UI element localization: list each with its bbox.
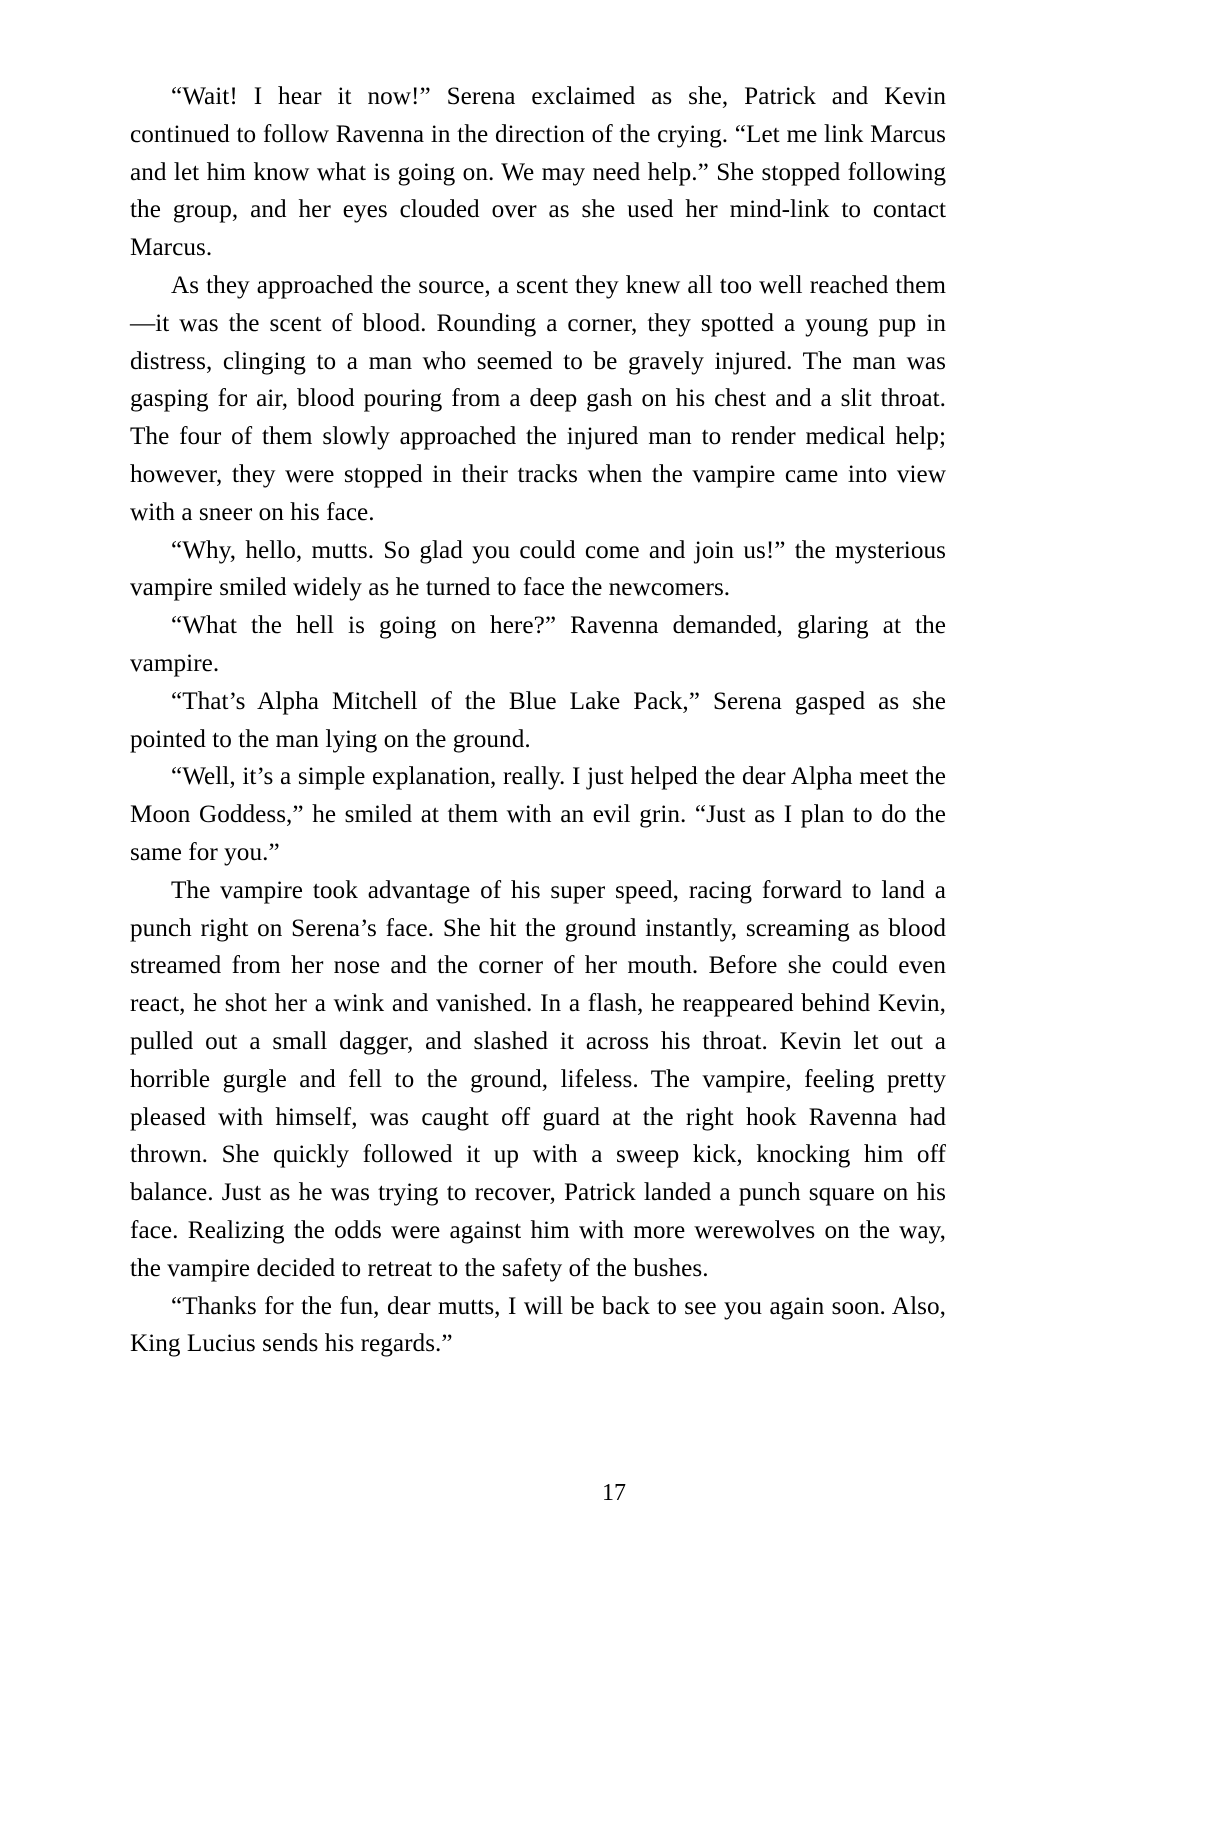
paragraph: “What the hell is going on here?” Ravenna demanded, glaring at the vampire.: [130, 612, 946, 677]
paragraph: “Wait! I hear it now!” Serena exclaimed as she, Patrick and Kevin continued to follow Ravenna in the direction of the crying. “Let me link Marcus and let him know what is going on. We may need help.” She stopped following the group, and her eyes clouded over as she used her mind-link to contact Marcus.: [130, 83, 946, 262]
paragraph: “Well, it’s a simple explanation, really. I just helped the dear Alpha meet the Moon Goddess,” he smiled at them with an evil grin. “Just as I plan to do the same for you.”: [130, 763, 946, 866]
paragraph: “Why, hello, mutts. So glad you could come and join us!” the mysterious vampire smiled widely as he turned to face the newcomers.: [130, 536, 946, 602]
paragraph: As they approached the source, a scent they knew all too well reached them—it was the scent of blood. Rounding a corner, they spotted a young pup in distress, clinging to a man who seemed to be gravely injured. The man was gasping for air, blood pouring from a deep gash on his chest and a slit throat. The four of them slowly approached the injured man to render medical help; however, they were stopped in their tracks when the vampire came into view with a sneer on his face.: [130, 271, 946, 526]
body-text-column: [130, 78, 946, 1363]
page-number: 17: [602, 1480, 626, 1506]
paragraph: “Thanks for the fun, dear mutts, I will be back to see you again soon. Also, King Lucius sends his regards.”: [130, 1292, 946, 1358]
paragraph: The vampire took advantage of his super speed, racing forward to land a punch right on Serena’s face. She hit the ground instantly, screaming as blood streamed from her nose and the corner of her mouth. Before she could even react, he shot her a wink and vanished. In a flash, he reappeared behind Kevin, pulled out a small dagger, and slashed it across his throat. Kevin let out a horrible gurgle and fell to the ground, lifeless. The vampire, feeling pretty pleased with himself, was caught off guard at the right hook Ravenna had thrown. She quickly followed it up with a sweep kick, knocking him off balance. Just as he was trying to recover, Patrick landed a punch square on his face. Realizing the odds were against him with more werewolves on the way, the vampire decided to retreat to the safety of the bushes.: [130, 876, 946, 1282]
paragraph: “That’s Alpha Mitchell of the Blue Lake Pack,” Serena gasped as she pointed to the man lying on the ground.: [130, 687, 946, 753]
